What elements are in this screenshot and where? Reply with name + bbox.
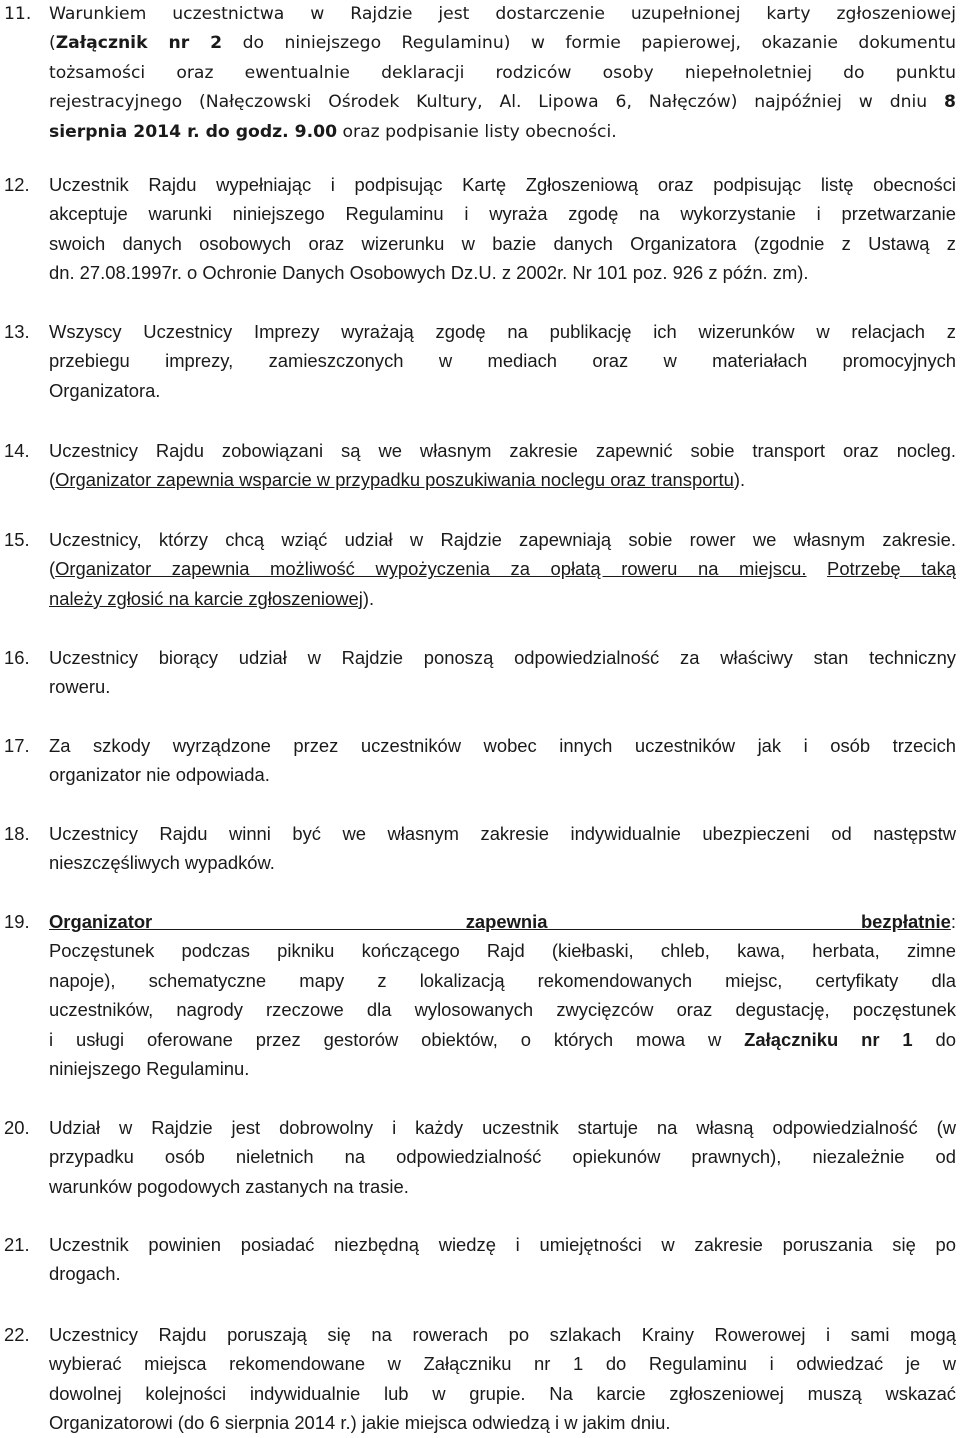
text-line: [49, 966, 956, 995]
text-line: [49, 731, 956, 760]
text-line: [49, 88, 956, 117]
text-line: [49, 465, 956, 494]
text-line: [49, 1349, 956, 1378]
text-run: Uczestnicy biorący udział w Rajdzie ponoszą odpowiedzialność za właściwy stan techniczny: [49, 647, 956, 668]
text-run: do niniejszego Regulaminu) w formie papierowej, okazanie dokumentu: [222, 33, 956, 54]
text-line: [49, 554, 956, 583]
text-line: [49, 170, 956, 199]
paragraph-text: [49, 0, 956, 147]
underlined-text: Organizator zapewnia wsparcie w przypadku poszukiwania noclegu oraz transportu: [55, 469, 734, 491]
text-run: Uczestnicy, którzy chcą wziąć udział w Rajdzie zapewniają sobie rower we własnym zakresie.: [49, 529, 956, 550]
text-line: [49, 1113, 956, 1142]
text-run: przypadku osób nieletnich na odpowiedzialność opiekunów prawnych), niezależnie od: [49, 1146, 956, 1168]
text-line: [49, 672, 956, 701]
text-run: roweru.: [49, 676, 111, 698]
text-line: [49, 643, 956, 672]
text-line: [49, 1025, 956, 1054]
paragraph-text: [49, 1113, 956, 1201]
text-run: warunków pogodowych zastanych na trasie.: [49, 1175, 409, 1197]
paragraph-text: [49, 1320, 956, 1438]
text-run: Udział w Rajdzie jest dobrowolny i każdy uczestnik startuje na własną odpowiedzialność (w: [49, 1117, 956, 1138]
text-line: [49, 258, 956, 287]
paragraph-number: 17.: [4, 735, 30, 756]
text-run: ).: [733, 469, 746, 491]
text-line: [49, 584, 956, 613]
text-line: [49, 907, 956, 936]
text-run: napoje), schematyczne mapy z lokalizacją rekomendowanych miejsc, certyfikaty dla: [49, 969, 956, 991]
text-line: [49, 436, 956, 465]
text-run: :: [950, 911, 956, 932]
text-run: niniejszego Regulaminu.: [49, 1058, 250, 1080]
paragraph-number: 14.: [4, 440, 30, 461]
underlined-text: należy zgłosić na karcie zgłoszeniowej: [49, 587, 363, 609]
text-run: Za szkody wyrządzone przez uczestników wobec innych uczestników jak i osób trzecich: [49, 735, 956, 756]
paragraph-number: 22.: [4, 1324, 30, 1345]
text-line: [49, 229, 956, 258]
bold-text: Organizator zapewnia bezpłatnie: [49, 911, 951, 932]
paragraph-number: 12.: [4, 174, 30, 195]
text-line: [49, 376, 956, 405]
paragraph-text: [49, 436, 956, 495]
text-run: uczestników, nagrody rzeczowe dla wylosowanych zwycięzców oraz degustację, poczęstunek: [49, 999, 956, 1021]
text-run: przebiegu imprezy, zamieszczonych w mediach oraz w materiałach promocyjnych: [49, 350, 956, 372]
text-line: [49, 1408, 956, 1437]
text-run: oraz podpisanie listy obecności.: [337, 121, 617, 142]
text-run: dn. 27.08.1997r. o Ochronie Danych Osobowych Dz.U. z 2002r. Nr 101 poz. 926 z późn. zm).: [49, 262, 809, 284]
text-line: [49, 346, 956, 375]
text-run: tożsamości oraz ewentualnie deklaracji rodziców osoby niepełnoletniej do punktu: [49, 62, 956, 83]
bold-text: 8: [944, 92, 956, 113]
underlined-text: Potrzebę taką: [827, 558, 956, 580]
paragraph-text: [49, 317, 956, 405]
text-run: Organizatorowi (do 6 sierpnia 2014 r.) jakie miejsca odwiedzą i w jakim dniu.: [49, 1412, 671, 1434]
text-line: [49, 936, 956, 965]
paragraph-text: [49, 819, 956, 878]
text-run: ).: [362, 587, 375, 609]
text-line: [49, 29, 956, 58]
text-line: [49, 1054, 956, 1083]
text-line: [49, 0, 956, 29]
text-line: [49, 1142, 956, 1171]
text-run: Uczestnicy Rajdu poruszają się na rowerach po szlakach Krainy Rowerowej i sami mogą: [49, 1324, 956, 1345]
paragraph-text: [49, 525, 956, 613]
text-run: nieszczęśliwych wypadków.: [49, 852, 275, 874]
text-run: rejestracyjnego (Nałęczowski Ośrodek Kultury, Al. Lipowa 6, Nałęczów) najpóźniej w dniu: [49, 92, 945, 113]
text-run: Wszyscy Uczestnicy Imprezy wyrażają zgodę na publikację ich wizerunków w relacjach z: [49, 321, 956, 342]
text-run: Uczestnik powinien posiadać niezbędną wiedzę i umiejętności w zakresie poruszania się po: [49, 1234, 956, 1255]
paragraph-number: 13.: [4, 321, 30, 342]
text-run: wybierać miejsca rekomendowane w Załączniku nr 1 do Regulaminu i odwiedzać je w: [49, 1353, 956, 1375]
text-run: organizator nie odpowiada.: [49, 764, 270, 786]
text-line: [49, 1259, 956, 1288]
text-line: [49, 819, 956, 848]
paragraph-number: 18.: [4, 823, 30, 844]
text-run: do: [912, 1028, 956, 1050]
text-line: [49, 995, 956, 1024]
paragraph-text: [49, 907, 956, 1083]
paragraph-number: 11.: [4, 4, 32, 24]
text-run: (: [49, 33, 56, 54]
paragraph-number: 21.: [4, 1234, 30, 1255]
text-line: [49, 525, 956, 554]
bold-text: sierpnia 2014 r. do godz. 9.00: [49, 121, 338, 142]
paragraph-number: 20.: [4, 1117, 30, 1138]
text-line: [49, 1320, 956, 1349]
text-line: [49, 1230, 956, 1259]
text-line: [49, 317, 956, 346]
paragraph-number: 16.: [4, 647, 30, 668]
text-run: i usługi oferowane przez gestorów obiektów, o których mowa w: [49, 1028, 745, 1050]
text-run: (: [49, 558, 56, 580]
text-line: [49, 760, 956, 789]
paragraph-text: [49, 731, 956, 790]
text-run: Uczestnicy Rajdu zobowiązani są we własnym zakresie zapewnić sobie transport oraz nocleg.: [49, 440, 956, 461]
text-run: [806, 558, 827, 579]
paragraph-text: [49, 643, 956, 702]
text-run: (: [49, 469, 56, 491]
text-line: [49, 848, 956, 877]
text-line: [49, 118, 956, 147]
paragraph-number: 19.: [4, 911, 30, 932]
text-run: Organizatora.: [49, 379, 161, 401]
text-run: drogach.: [49, 1263, 121, 1285]
text-run: dowolnej kolejności indywidualnie lub w grupie. Na karcie zgłoszeniowej muszą wskazać: [49, 1382, 956, 1404]
text-run: akceptuje warunki niniejszego Regulaminu i wyraża zgodę na wykorzystanie i przetwarzanie: [49, 203, 956, 225]
paragraph-text: [49, 170, 956, 288]
text-run: Uczestnik Rajdu wypełniając i podpisując Kartę Zgłoszeniową oraz podpisując listę obecności: [49, 174, 956, 195]
underlined-text: Organizator zapewnia możliwość wypożyczenia za opłatą roweru na miejscu.: [55, 558, 807, 580]
text-run: Warunkiem uczestnictwa w Rajdzie jest dostarczenie uzupełnionej karty zgłoszeniowej: [49, 4, 956, 24]
paragraph-number: 15.: [4, 529, 30, 550]
text-run: Uczestnicy Rajdu winni być we własnym zakresie indywidualnie ubezpieczeni od następstw: [49, 823, 956, 844]
text-run: swoich danych osobowych oraz wizerunku w bazie danych Organizatora (zgodnie z Ustawą z: [49, 232, 956, 254]
text-line: [49, 1172, 956, 1201]
text-run: Poczęstunek podczas pikniku kończącego Rajd (kiełbaski, chleb, kawa, herbata, zimne: [49, 940, 956, 962]
text-line: [49, 1379, 956, 1408]
text-line: [49, 59, 956, 88]
text-line: [49, 199, 956, 228]
bold-text: Załączniku nr 1: [744, 1028, 913, 1050]
bold-text: Załącznik nr 2: [55, 33, 223, 54]
paragraph-text: [49, 1230, 956, 1289]
